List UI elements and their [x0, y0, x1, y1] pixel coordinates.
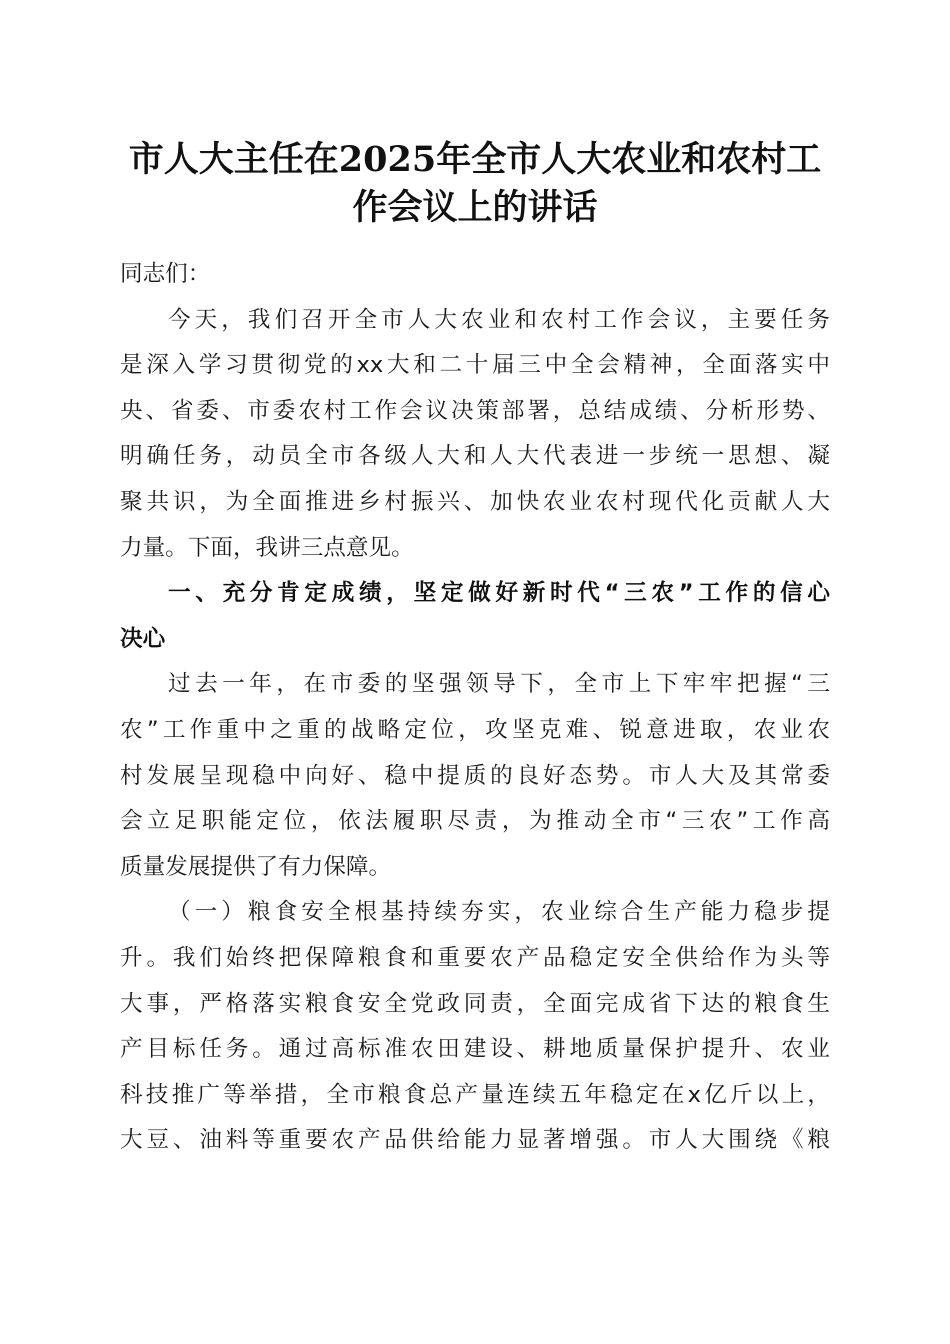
paragraph-line: 明确任务，动员全市各级人大和人大代表进一步统一思想、凝: [120, 443, 830, 470]
section-heading: 一、充分肯定成绩，坚定做好新时代“三农”工作的信心: [168, 580, 830, 607]
paragraph-line: 力量。下面，我讲三点意见。: [120, 534, 414, 561]
paragraph-line: 央、省委、市委农村工作会议决策部署，总结成绩、分析形势、: [120, 397, 830, 424]
document-body: [120, 252, 830, 1164]
paragraph-line: 升。我们始终把保障粮食和重要农产品稳定安全供给作为头等: [120, 944, 830, 971]
paragraph-line: 村发展呈现稳中向好、稳中提质的良好态势。市人大及其常委: [120, 762, 830, 789]
paragraph-line: 聚共识，为全面推进乡村振兴、加快农业农村现代化贡献人大: [120, 488, 830, 515]
paragraph-line: 是深入学习贯彻党的xx大和二十届三中全会精神，全面落实中: [120, 352, 830, 379]
paragraph-line: 大事，严格落实粮食安全党政同责，全面完成省下达的粮食生: [120, 990, 830, 1017]
title-line: 作会议上的讲话: [352, 187, 598, 228]
paragraph-line: 过去一年，在市委的坚强领导下，全市上下牢牢把握“三: [168, 671, 830, 698]
paragraph-line: 农”工作重中之重的战略定位，攻坚克难、锐意进取，农业农: [120, 716, 830, 743]
document-title: [100, 136, 850, 232]
paragraph-line: 科技推广等举措，全市粮食总产量连续五年稳定在x亿斤以上，: [120, 1081, 830, 1108]
section-heading: 决心: [120, 625, 166, 652]
paragraph-line: 质量发展提供了有力保障。: [120, 853, 392, 880]
paragraph-line: 今天，我们召开全市人大农业和农村工作会议，主要任务: [168, 306, 830, 333]
paragraph-line: 会立足职能定位，依法履职尽责，为推动全市“三农”工作高: [120, 808, 830, 835]
paragraph-line: 产目标任务。通过高标准农田建设、耕地质量保护提升、农业: [120, 1036, 830, 1063]
title-line: 市人大主任在2025年全市人大农业和农村工: [128, 139, 822, 180]
paragraph-line: 大豆、油料等重要农产品供给能力显著增强。市人大围绕《粮: [120, 1127, 830, 1154]
salutation: 同志们：: [120, 261, 211, 287]
paragraph-line: （一）粮食安全根基持续夯实，农业综合生产能力稳步提: [168, 899, 830, 926]
